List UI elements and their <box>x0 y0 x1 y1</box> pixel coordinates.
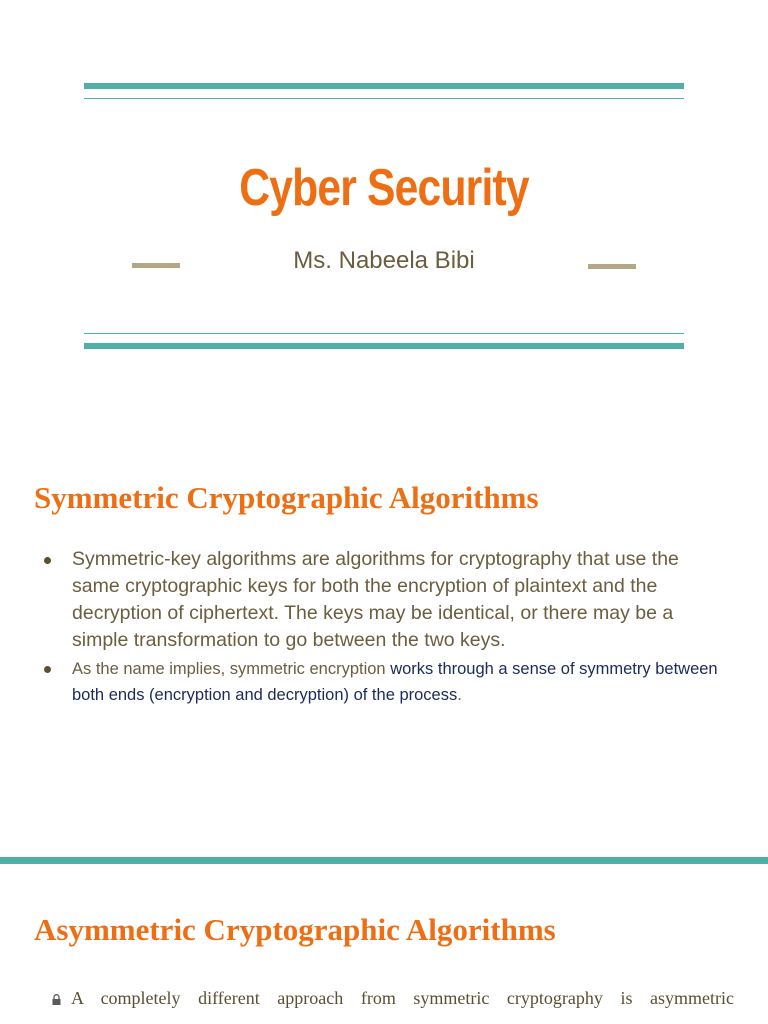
bottom-thin-rule <box>84 333 684 334</box>
slide-divider-bar <box>0 857 768 864</box>
top-thick-rule <box>84 83 684 89</box>
symmetric-bullet-list <box>44 546 724 708</box>
asymmetric-heading: Asymmetric Cryptographic Algorithms <box>34 912 556 947</box>
asymmetric-paragraph <box>52 984 734 1012</box>
symmetric-heading: Symmetric Cryptographic Algorithms <box>34 480 539 515</box>
top-thin-rule <box>84 98 684 99</box>
symmetric-bullet-1-text: Symmetric-key algorithms are algorithms for cryptography that use the same cryptographic keys for both the encryption of plaintext and the decryption of ciphertext. The keys may be identical, or there may be a simple transformation to go between the two keys. <box>72 548 679 651</box>
asymmetric-paragraph-text: A completely different approach from symmetric cryptography is asymmetric <box>71 988 734 1008</box>
right-dash-ornament <box>588 264 636 269</box>
symmetric-bullet-2-text-a: As the name implies, symmetric encryption <box>72 660 391 678</box>
symmetric-bullet-2-text-c: . <box>457 686 462 704</box>
presenter-name: Ms. Nabeela Bibi <box>293 247 475 274</box>
symmetric-bullet-2-text-b: works through a sense of symmetry between both ends (encryption and decryption) of the process <box>72 660 718 704</box>
symmetric-bullet-2 <box>44 656 724 708</box>
lock-icon <box>52 994 61 1005</box>
slide-title: Cyber Security <box>239 159 529 217</box>
bottom-thick-rule <box>84 343 684 349</box>
symmetric-bullet-1 <box>44 546 724 654</box>
